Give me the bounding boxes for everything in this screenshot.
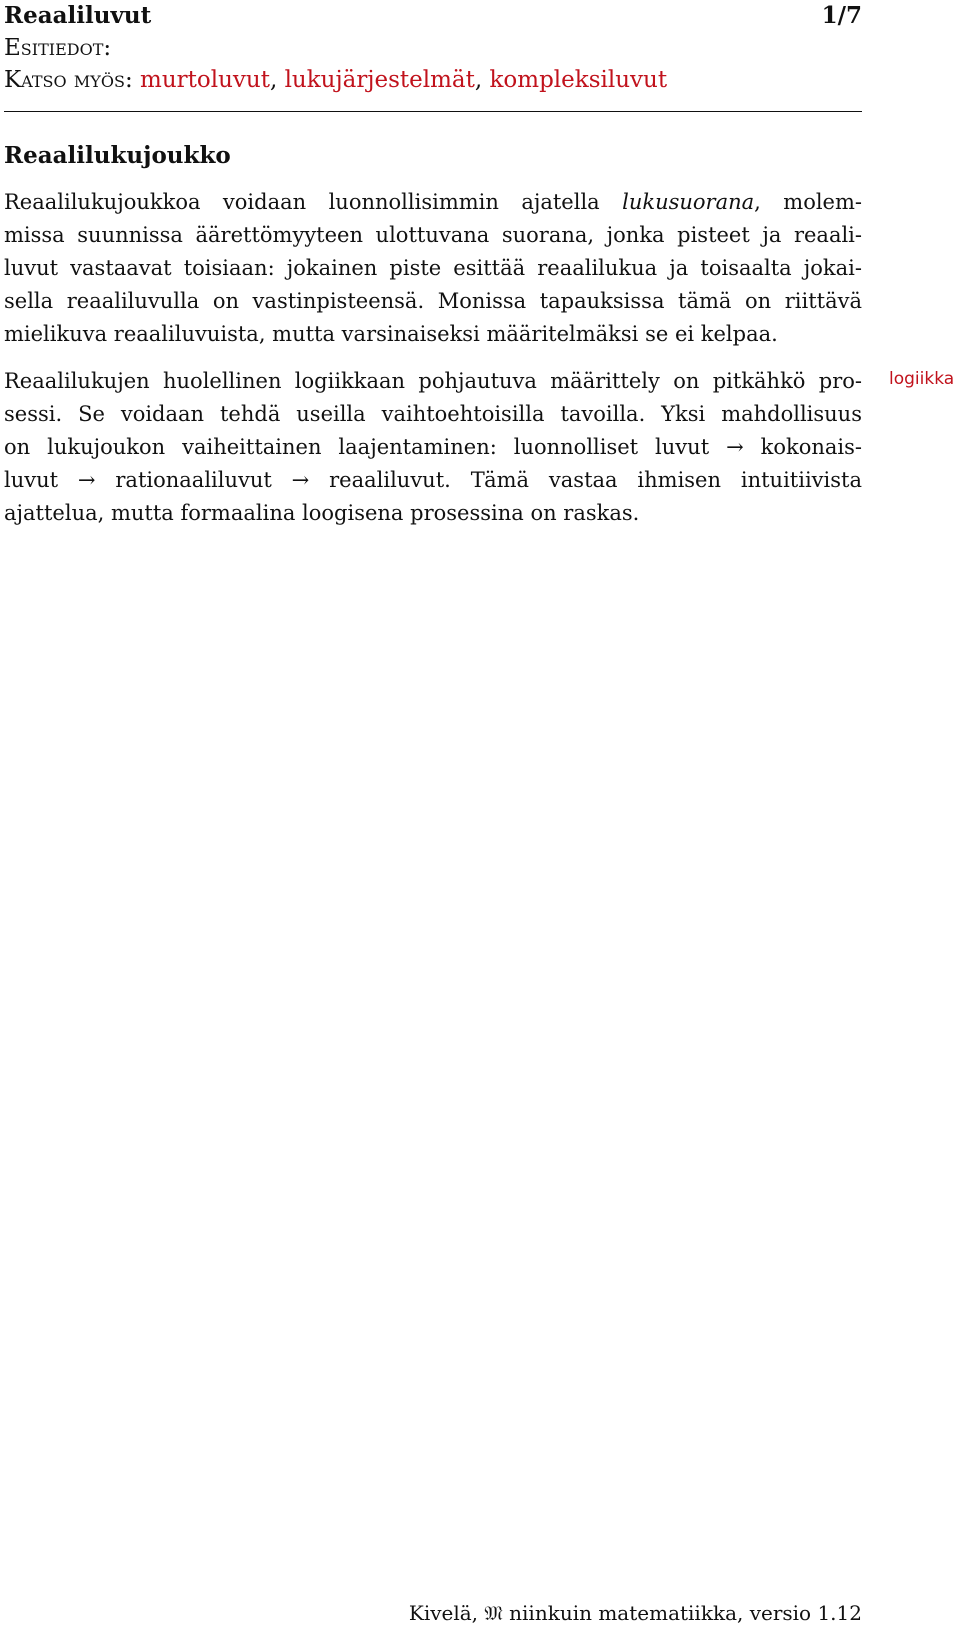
- link-separator: ,: [474, 67, 490, 93]
- see-also-label: Katso myös:: [4, 67, 133, 93]
- line-text: , molem-: [754, 190, 862, 214]
- paragraph-line: mielikuva reaaliluvuista, mutta varsinaiseksi määritelmäksi se ei kelpaa.: [4, 322, 778, 346]
- emphasized-term: lukusuorana: [622, 190, 755, 214]
- paragraph-line: luvut → rationaaliluvut → reaaliluvut. Tämä vastaa ihmisen intuitiivista: [4, 468, 862, 492]
- paragraph-line: sella reaaliluvulla on vastinpisteensä. Monissa tapauksissa tämä on riittävä: [4, 289, 862, 313]
- paragraph-1: [4, 186, 862, 351]
- link-separator: ,: [269, 67, 285, 93]
- header-divider: [4, 111, 862, 112]
- paragraph-line: Reaalilukujen huolellinen logiikkaan pohjautuva määrittely on pitkähkö pro-: [4, 369, 862, 393]
- margin-note-logiikka[interactable]: logiikka: [889, 369, 955, 389]
- document-title: Reaaliluvut: [4, 2, 152, 29]
- prerequisites-label: Esitiedot:: [4, 35, 112, 61]
- page-header: [4, 0, 862, 34]
- paragraph-line: sessi. Se voidaan tehdä useilla vaihtoehtoisilla tavoilla. Yksi mahdollisuus: [4, 402, 862, 426]
- page-footer: Kivelä, 𝔐 niinkuin matematiikka, versio 1.12: [408, 1601, 862, 1625]
- prerequisites-line: [4, 32, 111, 64]
- link-murtoluvut[interactable]: murtoluvut: [140, 67, 270, 93]
- paragraph-2: [4, 365, 862, 530]
- document-page: [4, 0, 862, 1629]
- see-also-links: [140, 67, 667, 93]
- paragraph-line: on lukujoukon vaiheittainen laajentaminen: luonnolliset luvut → kokonais-: [4, 435, 862, 459]
- section-heading: Reaalilukujoukko: [4, 142, 231, 169]
- page-number: 1/7: [821, 2, 862, 29]
- paragraph-line: luvut vastaavat toisiaan: jokainen piste esittää reaalilukua ja toisaalta jokai-: [4, 256, 862, 280]
- paragraph-line: missa suunnissa äärettömyyteen ulottuvana suorana, jonka pisteet ja reaali-: [4, 223, 862, 247]
- paragraph-line: [4, 186, 862, 219]
- paragraph-line: ajattelua, mutta formaalina loogisena prosessina on raskas.: [4, 501, 640, 525]
- line-text: Reaalilukujoukkoa voidaan luonnollisimmin ajatella: [4, 190, 623, 214]
- see-also-line: [4, 64, 667, 96]
- link-lukujarjestelmat[interactable]: lukujärjestelmät: [284, 67, 475, 93]
- link-kompleksiluvut[interactable]: kompleksiluvut: [489, 67, 668, 93]
